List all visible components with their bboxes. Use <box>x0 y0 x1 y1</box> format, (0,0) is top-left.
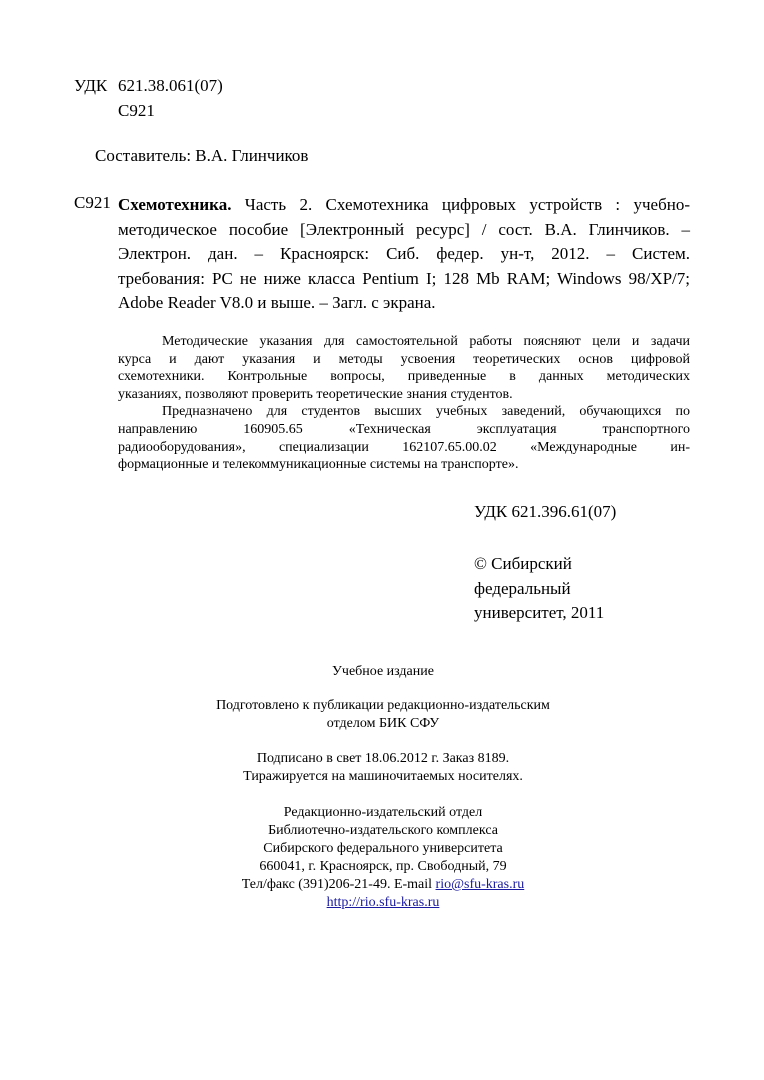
abstract-line: указаниях, позволяют проверить теоретические знания студентов. <box>118 386 513 402</box>
website-link[interactable]: http://rio.sfu-kras.ru <box>326 895 440 910</box>
bib-line-3: Электрон. дан. – Красноярск: Сиб. федер. ун-т, 2012. – Систем. <box>118 244 690 263</box>
udk-code: 621.38.061(07) <box>118 76 223 95</box>
copyright-line-1: © Сибирский <box>474 554 572 573</box>
bib-line-5: Adobe Reader V8.0 и выше. – Загл. с экрана. <box>118 293 436 312</box>
copyright-line-2: федеральный <box>474 578 571 598</box>
copyright-block <box>474 552 604 626</box>
compiler-line: Составитель: В.А. Глинчиков <box>95 146 309 165</box>
abstract <box>118 333 690 474</box>
edition-type: Учебное издание <box>332 664 434 679</box>
abstract-line: Методические указания для самостоятельной работы поясняют цели и задачи <box>162 334 690 349</box>
bibliographic-record <box>118 193 690 316</box>
bib-line-2: методическое пособие [Электронный ресурс] / сост. В.А. Глинчиков. – <box>118 219 690 239</box>
abstract-line: формационные и телекоммуникационные системы на транспорте». <box>118 457 519 473</box>
publisher-info <box>118 804 648 912</box>
signed-info <box>118 750 648 786</box>
prepared-line-2: отделом БИК СФУ <box>326 716 440 731</box>
abstract-line: направлению 160905.65 «Техническая эксплуатация транспортного <box>118 421 690 437</box>
udk-secondary: УДК 621.396.61(07) <box>474 502 617 521</box>
prepared-by <box>118 697 648 733</box>
author-cipher: С921 <box>118 101 155 120</box>
bib-line-4: требования: PC не ниже класса Pentium I; 128 Mb RAM; Windows 98/XP/7; <box>118 268 690 288</box>
contact-line <box>118 876 648 894</box>
abstract-paragraph-2 <box>118 403 690 473</box>
abstract-line: радиооборудования», специализации 162107.65.00.02 «Международные ин- <box>118 439 690 455</box>
bib-title: Схемотехника. <box>118 195 232 214</box>
abstract-paragraph-1 <box>118 333 690 403</box>
publisher-line-2: Библиотечно-издательского комплекса <box>268 823 498 838</box>
email-link[interactable]: rio@sfu-kras.ru <box>435 877 525 892</box>
publisher-line-3: Сибирского федерального университета <box>263 841 503 856</box>
website-line <box>118 894 648 912</box>
abstract-line: курса и дают указания и методы усвоения теоретических основ цифровой <box>118 351 690 367</box>
abstract-line: схемотехники. Контрольные вопросы, приведенные в данных методических <box>118 369 690 385</box>
bib-cipher: С921 <box>74 193 111 212</box>
signed-line-2: Тиражируется на машиночитаемых носителях. <box>243 769 523 784</box>
udk-label: УДК <box>74 76 108 95</box>
publisher-line-1: Редакционно-издательский отдел <box>283 805 483 820</box>
phone-text: Тел/факс (391)206-21-49. E-mail <box>241 877 436 892</box>
bib-line-1 <box>118 193 690 218</box>
bib-line-1-rest: Часть 2. Схемотехника цифровых устройств : учебно- <box>244 195 690 214</box>
prepared-line-1: Подготовлено к публикации редакционно-издательским <box>216 698 550 713</box>
abstract-line: Предназначено для студентов высших учебных заведений, обучающихся по <box>162 404 690 420</box>
copyright-line-3: университет, 2011 <box>474 603 605 622</box>
publisher-line-4: 660041, г. Красноярск, пр. Свободный, 79 <box>259 859 507 874</box>
signed-line-1: Подписано в свет 18.06.2012 г. Заказ 8189. <box>256 751 510 766</box>
